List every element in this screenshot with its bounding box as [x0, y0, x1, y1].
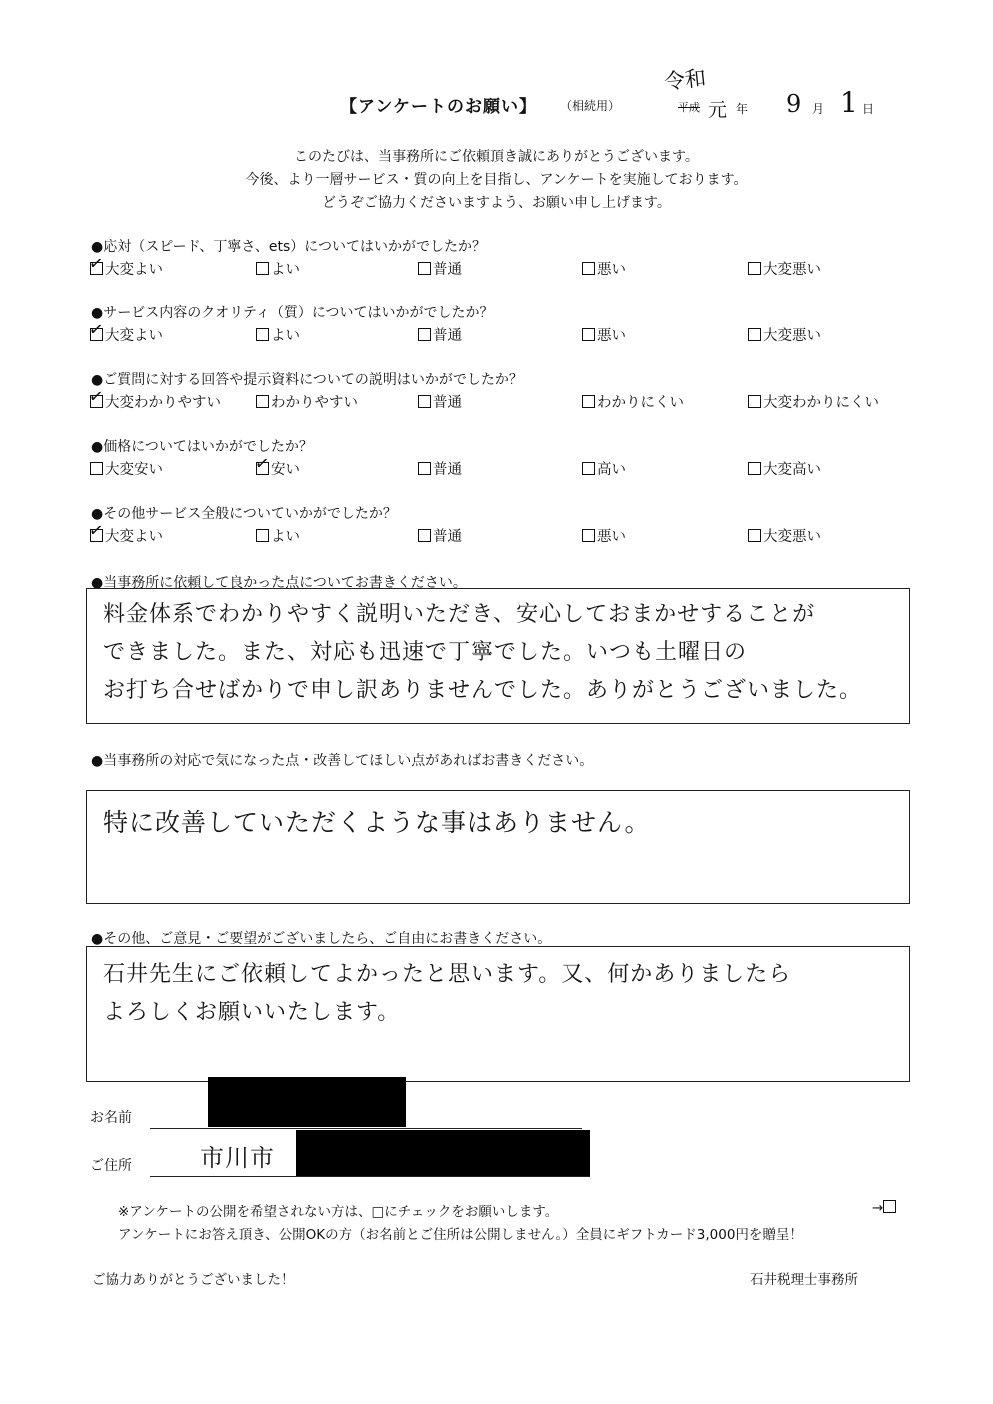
answer-checkbox[interactable]: [748, 395, 761, 408]
era-printed: 平成: [678, 101, 700, 114]
name-label: お名前: [90, 1110, 132, 1126]
answer-option[interactable]: [418, 391, 462, 412]
answer-option-label: よい: [271, 328, 300, 344]
checkmark-icon: ✓: [87, 386, 105, 408]
answer-option-label: 普通: [433, 462, 462, 478]
answer-checkbox[interactable]: [418, 529, 431, 542]
answer-option-label: わかりやすい: [271, 395, 358, 411]
answer-option[interactable]: [748, 525, 821, 546]
answer-checkbox[interactable]: [87, 253, 105, 275]
answer-option-label: 大変悪い: [763, 529, 821, 545]
answer-checkbox[interactable]: [582, 262, 595, 275]
handwritten-answer: 石井先生にご依頼してよかったと思います。又、何かありましたら: [103, 962, 792, 987]
handwritten-answer: よろしくお願いいたします。: [103, 1000, 401, 1025]
answer-option-label: 安い: [271, 462, 300, 478]
answer-option[interactable]: [90, 458, 163, 479]
answer-checkbox[interactable]: [256, 529, 269, 542]
answer-option[interactable]: [582, 525, 626, 546]
footer-optout: [872, 1200, 898, 1216]
answer-option[interactable]: [748, 258, 821, 279]
comment-prompt: ●当事務所に依頼して良かった点についてお書きください。: [91, 575, 467, 591]
handwritten-answer: お打ち合せばかりで申し訳ありませんでした。ありがとうございました。: [103, 678, 863, 703]
answer-option[interactable]: [582, 458, 626, 479]
answer-option[interactable]: [582, 324, 626, 345]
answer-checkbox[interactable]: [253, 453, 271, 475]
date-year: 元: [708, 99, 728, 121]
answer-option-label: よい: [271, 529, 300, 545]
answer-option[interactable]: [256, 258, 300, 279]
answer-checkbox[interactable]: [582, 395, 595, 408]
answer-checkbox[interactable]: [256, 395, 269, 408]
date-month-label: 月: [812, 102, 825, 116]
answer-option[interactable]: [418, 458, 462, 479]
question-text: ●価格についてはいかがでしたか？: [91, 439, 313, 455]
date-year-label: 年: [736, 102, 749, 116]
page-title: 【アンケートのお願い】: [340, 97, 537, 117]
answer-checkbox[interactable]: [582, 529, 595, 542]
checkmark-icon: ✓: [87, 520, 105, 542]
answer-option-label: 悪い: [597, 328, 626, 344]
date-day: 1: [840, 86, 858, 119]
answer-option[interactable]: [253, 453, 300, 479]
answer-option[interactable]: [256, 525, 300, 546]
answer-checkbox[interactable]: [87, 386, 105, 408]
answer-checkbox[interactable]: [256, 328, 269, 341]
comment-field-improvements[interactable]: [86, 790, 910, 904]
comment-field-good-points[interactable]: [86, 588, 910, 724]
date-month: 9: [786, 90, 802, 118]
redacted-address: [296, 1130, 590, 1176]
answer-option[interactable]: [87, 253, 163, 279]
answer-option[interactable]: [418, 324, 462, 345]
handwritten-answer: できました。また、対応も迅速で丁寧でした。いつも土曜日の: [103, 640, 748, 665]
comment-field-other[interactable]: [86, 946, 910, 1082]
handwritten-answer: 特に改善していただくような事はありません。: [103, 808, 651, 837]
checkmark-icon: ✓: [253, 453, 271, 475]
answer-option-label: 大変高い: [763, 462, 821, 478]
answer-checkbox[interactable]: [87, 520, 105, 542]
address-underline: [150, 1176, 590, 1177]
answer-option-label: 大変悪い: [763, 328, 821, 344]
answer-option-label: よい: [271, 262, 300, 278]
answer-option-label: 普通: [433, 328, 462, 344]
answer-option[interactable]: [256, 391, 358, 412]
intro-line: このたびは、当事務所にご依頼頂き誠にありがとうございます。: [294, 149, 699, 165]
answer-option-label: 大変わかりやすい: [105, 395, 221, 411]
optout-checkbox[interactable]: [883, 1200, 896, 1213]
answer-option-label: 高い: [597, 462, 626, 478]
answer-checkbox[interactable]: [582, 328, 595, 341]
answer-checkbox[interactable]: [748, 262, 761, 275]
footer-note-gift: アンケートにお答え頂き、公開OKの方（お名前とご住所は公開しません。）全員にギフトカード3,000円を贈呈！: [118, 1227, 803, 1243]
address-label: ご住所: [90, 1158, 132, 1174]
intro-line: 今後、より一層サービス・質の向上を目指し、アンケートを実施しております。: [245, 172, 748, 188]
footer-thanks: ご協力ありがとうございました！: [92, 1272, 295, 1288]
answer-checkbox[interactable]: [87, 319, 105, 341]
answer-checkbox[interactable]: [90, 462, 103, 475]
page-subtitle: （相続用）: [560, 99, 621, 113]
question-text: ●サービス内容のクオリティ（質）についてはいかがでしたか？: [91, 305, 494, 321]
answer-option-label: 悪い: [597, 262, 626, 278]
answer-checkbox[interactable]: [418, 462, 431, 475]
answer-option[interactable]: [87, 386, 221, 412]
footer-note-disclosure: ※アンケートの公開を希望されない方は、□にチェックをお願いします。: [118, 1204, 559, 1220]
answer-option[interactable]: [256, 324, 300, 345]
comment-prompt: ●当事務所の対応で気になった点・改善してほしい点があればお書きください。: [91, 753, 594, 769]
office-name: 石井税理士事務所: [750, 1272, 858, 1288]
checkmark-icon: ✓: [87, 253, 105, 275]
question-text: ●その他サービス全般についていかがでしたか？: [91, 506, 397, 522]
question-text: ●ご質問に対する回答や提示資料についての説明はいかがでしたか？: [91, 372, 523, 388]
question-text: ●応対（スピード、丁寧さ、ets）についてはいかがでしたか？: [91, 239, 486, 255]
address-handwritten: 市川市: [200, 1144, 275, 1172]
answer-checkbox[interactable]: [256, 262, 269, 275]
answer-option-label: 大変安い: [105, 462, 163, 478]
answer-option-label: 大変よい: [105, 262, 163, 278]
answer-option-label: 普通: [433, 529, 462, 545]
answer-checkbox[interactable]: [418, 395, 431, 408]
answer-option[interactable]: [748, 324, 821, 345]
answer-checkbox[interactable]: [418, 262, 431, 275]
handwritten-answer: 料金体系でわかりやすく説明いただき、安心しておまかせすることが: [103, 602, 816, 627]
answer-option-label: 普通: [433, 262, 462, 278]
answer-option[interactable]: [582, 258, 626, 279]
date-day-label: 日: [862, 102, 875, 116]
answer-option-label: 悪い: [597, 529, 626, 545]
era-handwritten: 令和: [662, 65, 708, 95]
intro-line: どうぞご協力くださいますよう、お願い申し上げます。: [322, 195, 671, 211]
name-underline: [150, 1128, 582, 1129]
answer-checkbox[interactable]: [748, 462, 761, 475]
answer-option-label: 大変よい: [105, 529, 163, 545]
answer-option-label: 普通: [433, 395, 462, 411]
answer-checkbox[interactable]: [748, 529, 761, 542]
answer-option[interactable]: [87, 319, 163, 345]
answer-option[interactable]: [418, 258, 462, 279]
answer-option[interactable]: [582, 391, 684, 412]
answer-option-label: 大変よい: [105, 328, 163, 344]
answer-checkbox[interactable]: [582, 462, 595, 475]
answer-option[interactable]: [87, 520, 163, 546]
answer-option-label: わかりにくい: [597, 395, 684, 411]
comment-prompt: ●その他、ご意見・ご要望がございましたら、ご自由にお書きください。: [91, 931, 552, 947]
redacted-name: [208, 1077, 406, 1127]
answer-checkbox[interactable]: [418, 328, 431, 341]
answer-checkbox[interactable]: [748, 328, 761, 341]
arrow-right-icon: →: [872, 1200, 884, 1216]
answer-option-label: 大変わかりにくい: [763, 395, 879, 411]
checkmark-icon: ✓: [87, 319, 105, 341]
answer-option-label: 大変悪い: [763, 262, 821, 278]
answer-option[interactable]: [748, 458, 821, 479]
answer-option[interactable]: [418, 525, 462, 546]
answer-option[interactable]: [748, 391, 879, 412]
